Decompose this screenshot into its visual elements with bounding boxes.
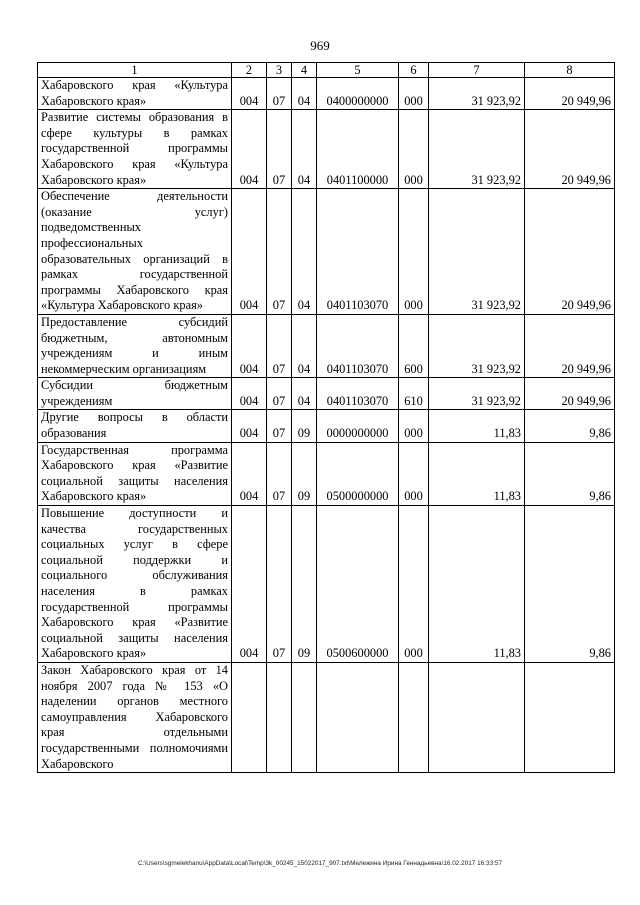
cell-section: 07 bbox=[267, 410, 292, 442]
cell-subsection: 09 bbox=[292, 506, 317, 663]
cell-ministry: 004 bbox=[232, 189, 267, 315]
cell-expense-type: 000 bbox=[399, 410, 429, 442]
cell-amount-2: 20 949,96 bbox=[525, 78, 615, 110]
cell-subsection: 09 bbox=[292, 442, 317, 505]
table-row bbox=[38, 189, 615, 315]
cell-expense-type: 610 bbox=[399, 378, 429, 410]
cell-expense-type: 600 bbox=[399, 314, 429, 377]
cell-amount-2 bbox=[525, 662, 615, 772]
table-row bbox=[38, 378, 615, 410]
col-header-6: 6 bbox=[399, 63, 429, 78]
cell-amount-1: 31 923,92 bbox=[429, 378, 525, 410]
cell-amount-1: 31 923,92 bbox=[429, 189, 525, 315]
col-header-5: 5 bbox=[317, 63, 399, 78]
cell-ministry: 004 bbox=[232, 410, 267, 442]
page-number: 969 bbox=[310, 38, 330, 53]
table-row bbox=[38, 442, 615, 505]
cell-section: 07 bbox=[267, 189, 292, 315]
cell-expense-type: 000 bbox=[399, 110, 429, 189]
cell-amount-1: 11,83 bbox=[429, 410, 525, 442]
cell-subsection: 04 bbox=[292, 78, 317, 110]
cell-target-article: 0401103070 bbox=[317, 378, 399, 410]
cell-subsection bbox=[292, 662, 317, 772]
row-description: Государственная программа Хабаровского края «Развитие социальной защиты населения Хабаровского края» bbox=[38, 442, 232, 505]
cell-amount-1: 31 923,92 bbox=[429, 110, 525, 189]
cell-amount-1: 11,83 bbox=[429, 506, 525, 663]
cell-target-article: 0500600000 bbox=[317, 506, 399, 663]
cell-expense-type: 000 bbox=[399, 506, 429, 663]
cell-expense-type bbox=[399, 662, 429, 772]
col-header-1: 1 bbox=[38, 63, 232, 78]
cell-expense-type: 000 bbox=[399, 189, 429, 315]
cell-target-article: 0401103070 bbox=[317, 189, 399, 315]
col-header-8: 8 bbox=[525, 63, 615, 78]
cell-subsection: 04 bbox=[292, 378, 317, 410]
header-row bbox=[38, 63, 615, 78]
cell-expense-type: 000 bbox=[399, 442, 429, 505]
col-header-2: 2 bbox=[232, 63, 267, 78]
cell-ministry: 004 bbox=[232, 506, 267, 663]
cell-amount-2: 20 949,96 bbox=[525, 110, 615, 189]
cell-amount-1 bbox=[429, 662, 525, 772]
cell-subsection: 04 bbox=[292, 314, 317, 377]
cell-subsection: 04 bbox=[292, 110, 317, 189]
cell-amount-2: 9,86 bbox=[525, 442, 615, 505]
cell-ministry bbox=[232, 662, 267, 772]
cell-ministry: 004 bbox=[232, 314, 267, 377]
table-row bbox=[38, 410, 615, 442]
row-description: Хабаровского края «Культура Хабаровского края» bbox=[38, 78, 232, 110]
row-description: Повышение доступности и качества государственных социальных услуг в сфере социальной поддержки и социального обслуживания населения в рамках государственной программы Хабаровского края «Развитие социальной защиты населения Хабаровского края» bbox=[38, 506, 232, 663]
row-description: Субсидии бюджетным учреждениям bbox=[38, 378, 232, 410]
budget-table bbox=[37, 62, 615, 773]
cell-expense-type: 000 bbox=[399, 78, 429, 110]
table-row bbox=[38, 506, 615, 663]
cell-target-article bbox=[317, 662, 399, 772]
table-row bbox=[38, 314, 615, 377]
file-path-footer: C:\Users\sgmelekhanu\AppData\Local\Temp\3k_00245_15022017_907.txt\Мележина Ирина Геннадьевна\16.02.2017 16:33:57 bbox=[137, 860, 503, 867]
cell-amount-1: 11,83 bbox=[429, 442, 525, 505]
col-header-4: 4 bbox=[292, 63, 317, 78]
cell-section: 07 bbox=[267, 442, 292, 505]
row-description: Развитие системы образования в сфере культуры в рамках государственной программы Хабаровского края «Культура Хабаровского края» bbox=[38, 110, 232, 189]
col-header-3: 3 bbox=[267, 63, 292, 78]
cell-section: 07 bbox=[267, 314, 292, 377]
cell-section: 07 bbox=[267, 110, 292, 189]
cell-subsection: 09 bbox=[292, 410, 317, 442]
cell-section: 07 bbox=[267, 378, 292, 410]
table-row bbox=[38, 110, 615, 189]
cell-target-article: 0400000000 bbox=[317, 78, 399, 110]
table-row bbox=[38, 78, 615, 110]
cell-section: 07 bbox=[267, 78, 292, 110]
cell-target-article: 0401103070 bbox=[317, 314, 399, 377]
cell-target-article: 0401100000 bbox=[317, 110, 399, 189]
row-description: Закон Хабаровского края от 14 ноября 2007 года № 153 «О наделении органов местного самоуправления Хабаровского края отдельными государственными полномочиями Хабаровского bbox=[38, 662, 232, 772]
col-header-7: 7 bbox=[429, 63, 525, 78]
cell-amount-2: 9,86 bbox=[525, 506, 615, 663]
cell-amount-2: 9,86 bbox=[525, 410, 615, 442]
row-description: Другие вопросы в области образования bbox=[38, 410, 232, 442]
cell-amount-2: 20 949,96 bbox=[525, 378, 615, 410]
cell-target-article: 0000000000 bbox=[317, 410, 399, 442]
cell-section: 07 bbox=[267, 506, 292, 663]
row-description: Обеспечение деятельности (оказание услуг) подведомственных профессиональных образовательных организаций в рамках государственной программы Хабаровского края «Культура Хабаровского края» bbox=[38, 189, 232, 315]
cell-ministry: 004 bbox=[232, 378, 267, 410]
table-row bbox=[38, 662, 615, 772]
cell-ministry: 004 bbox=[232, 78, 267, 110]
cell-ministry: 004 bbox=[232, 442, 267, 505]
cell-target-article: 0500000000 bbox=[317, 442, 399, 505]
cell-subsection: 04 bbox=[292, 189, 317, 315]
cell-amount-1: 31 923,92 bbox=[429, 314, 525, 377]
cell-amount-1: 31 923,92 bbox=[429, 78, 525, 110]
row-description: Предоставление субсидий бюджетным, автономным учреждениям и иным некоммерческим организациям bbox=[38, 314, 232, 377]
cell-section bbox=[267, 662, 292, 772]
cell-ministry: 004 bbox=[232, 110, 267, 189]
cell-amount-2: 20 949,96 bbox=[525, 189, 615, 315]
cell-amount-2: 20 949,96 bbox=[525, 314, 615, 377]
